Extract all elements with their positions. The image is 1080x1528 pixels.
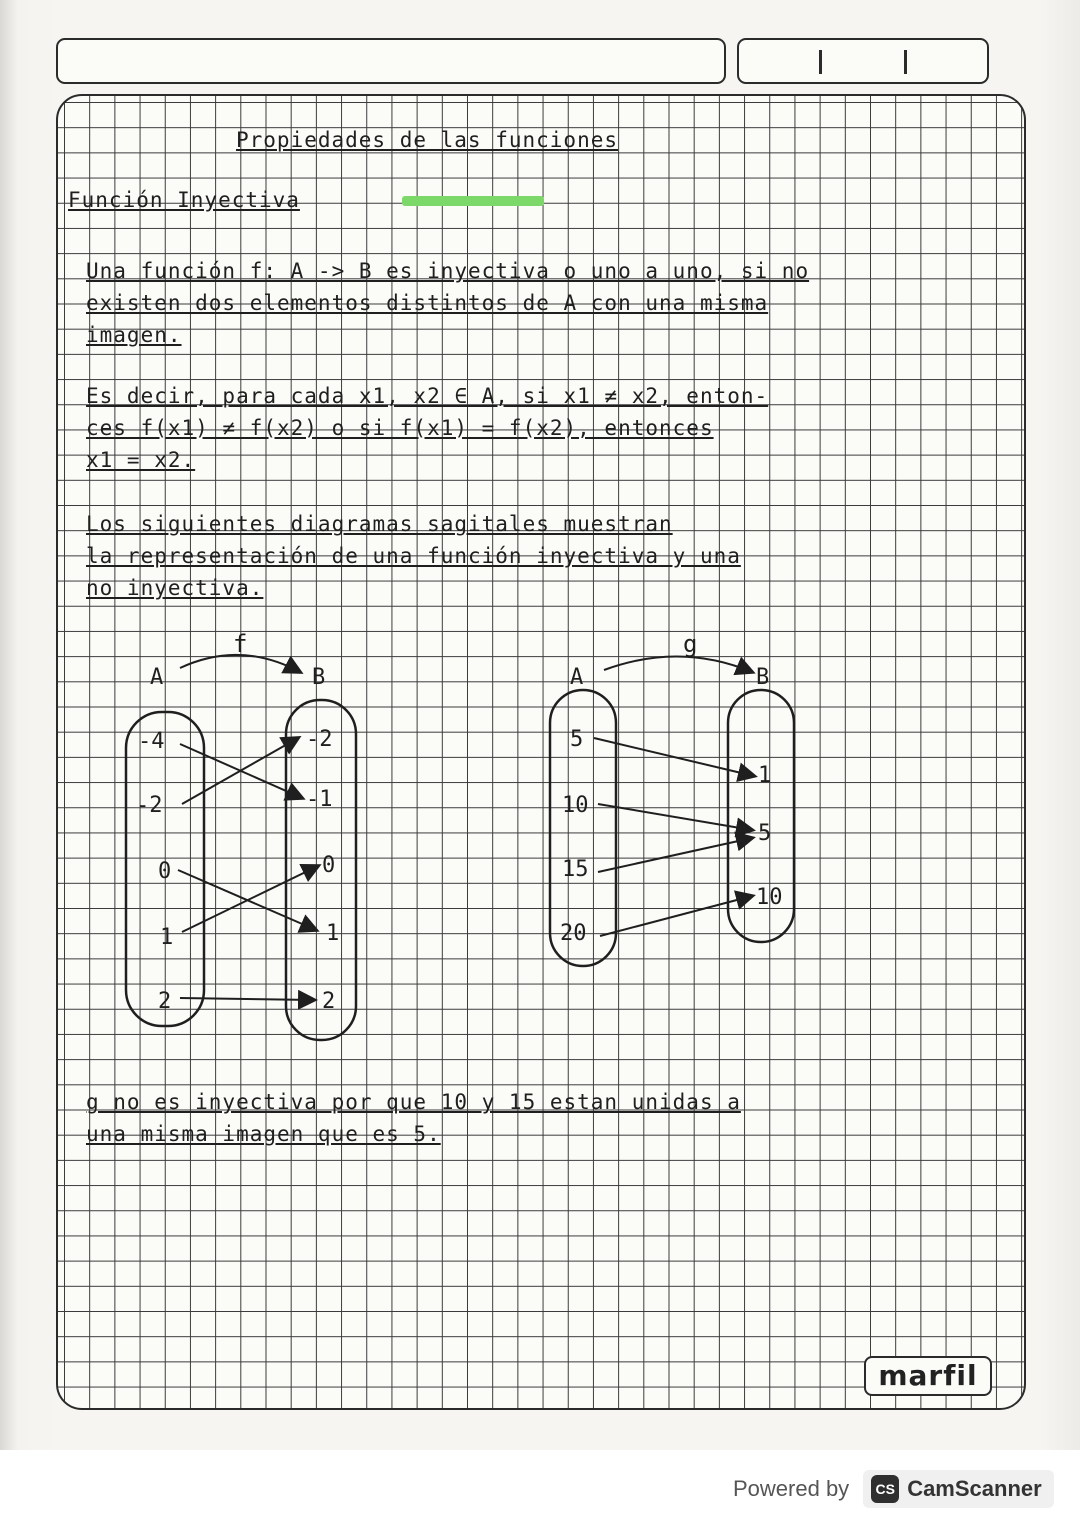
text-line: x1 = x2. <box>86 448 196 472</box>
codomain-element: 0 <box>322 853 336 878</box>
text-line: g no es inyectiva por que 10 y 15 estan unidas a <box>86 1090 741 1114</box>
text-line: no inyectiva. <box>86 576 264 600</box>
codomain-element: 1 <box>758 763 772 788</box>
date-divider <box>904 50 907 74</box>
camscanner-name: CamScanner <box>907 1476 1042 1501</box>
camscanner-badge <box>863 1470 1054 1508</box>
paragraph-conclusion <box>86 1086 741 1150</box>
text-line: ces f(x1) ≠ f(x2) o si f(x1) = f(x2), entonces <box>86 416 714 440</box>
text-line: Una función f: A -> B es inyectiva o uno a uno, si no <box>86 259 810 283</box>
codomain-element: 1 <box>326 921 340 946</box>
codomain-element: -2 <box>306 727 333 752</box>
domain-element: 15 <box>562 857 589 882</box>
paragraph-diagrams-intro <box>86 508 741 604</box>
codomain-element: -1 <box>306 787 333 812</box>
section-heading: Función Inyectiva <box>68 188 300 212</box>
domain-label-a: A <box>150 665 164 690</box>
domain-element: 20 <box>560 921 587 946</box>
notebook-brand-logo: marfil <box>864 1356 992 1396</box>
codomain-label-b: B <box>756 665 770 690</box>
text-line: Es decir, para cada x1, x2 ∈ A, si x1 ≠ x2, enton- <box>86 384 769 408</box>
text-line: Los siguientes diagramas sagitales muestran <box>86 512 673 536</box>
camscanner-icon: CS <box>871 1475 899 1503</box>
text-line: existen dos elementos distintos de A con una misma <box>86 291 769 315</box>
codomain-element: 10 <box>756 885 783 910</box>
text-line: imagen. <box>86 323 182 347</box>
function-label-f: f <box>233 630 248 658</box>
domain-element: 2 <box>158 989 172 1014</box>
codomain-label-b: B <box>312 665 326 690</box>
highlighter-mark <box>402 196 544 206</box>
powered-by-text: Powered by <box>733 1476 850 1501</box>
domain-element: 1 <box>160 925 174 950</box>
header-date-field <box>737 38 989 84</box>
domain-label-a: A <box>570 665 584 690</box>
scanner-watermark <box>733 1466 1054 1512</box>
page-title: Propiedades de las funciones <box>236 128 619 152</box>
header-name-field <box>56 38 726 84</box>
paragraph-explanation <box>86 380 768 476</box>
paragraph-definition <box>86 255 809 351</box>
codomain-element: 2 <box>322 989 336 1014</box>
text-line: una misma imagen que es 5. <box>86 1122 441 1146</box>
domain-element: 0 <box>158 859 172 884</box>
text-line: la representación de una función inyectiva y una <box>86 544 741 568</box>
domain-element: 5 <box>570 727 584 752</box>
function-label-g: g <box>683 630 698 658</box>
date-divider <box>819 50 822 74</box>
codomain-element: 5 <box>758 821 772 846</box>
domain-element: 10 <box>562 793 589 818</box>
domain-element: -4 <box>138 729 165 754</box>
domain-element: -2 <box>136 793 163 818</box>
